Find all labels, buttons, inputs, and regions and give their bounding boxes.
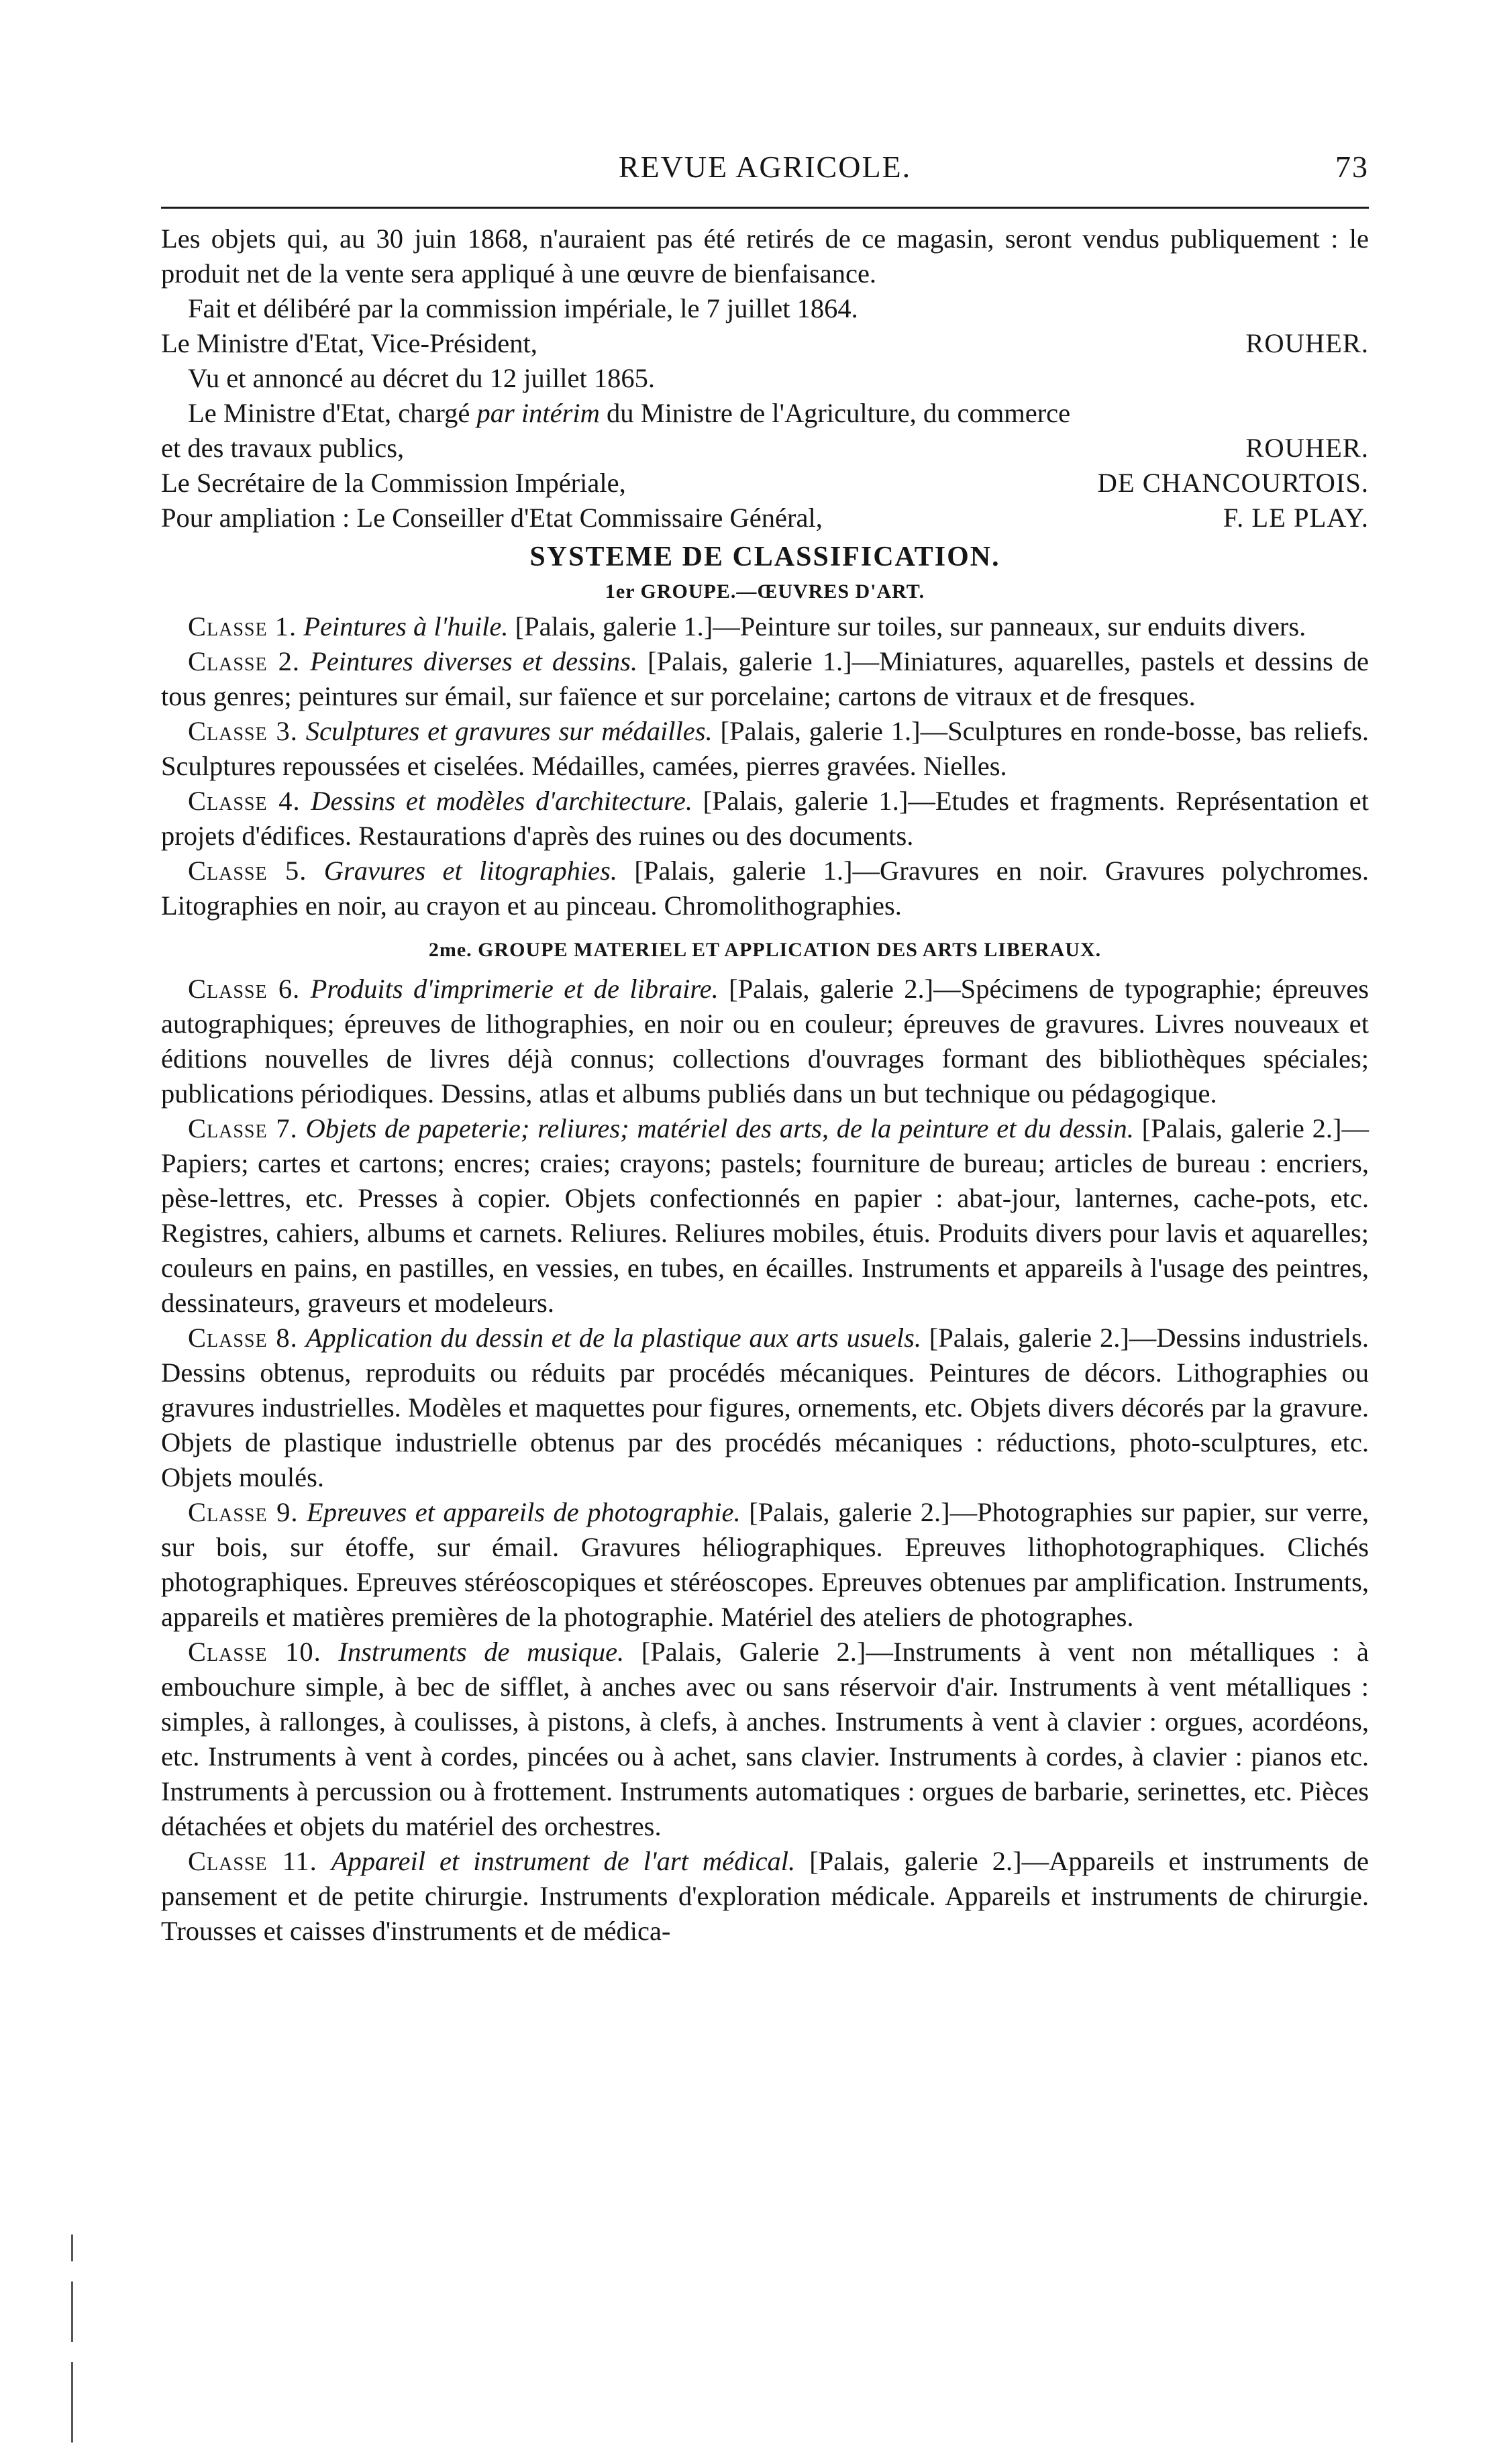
class-entry: Classe 5. Gravures et litographies. [Palais, galerie 1.]—Gravures en noir. Gravures polychromes. Litographies en noir, au crayon et au pinceau. Chromolithographies.	[161, 856, 1370, 921]
class-entry: Classe 7. Objets de papeterie; reliures; matériel des arts, de la peinture et du dessin. [Palais, galerie 2.]—Papiers; cartes et cartons; encres; craies; crayons; pastels; fourniture de bureau; articles de bureau : encriers, pèse-lettres, etc. Presses à copier. Objets confectionnés en papier : abat-jour, lanternes, cache-pots, etc. Registres, cahiers, albums et carnets. Reliures. Reliures mobiles, étuis. Produits divers pour lavis et aquarelles; couleurs en pains, en pastilles, en vessies, en tubes, en écailles. Instruments et appareils à l'usage des peintres, dessinateurs, graveurs et modeleurs.	[161, 1113, 1369, 1318]
decree-line: Vu et annoncé au décret du 12 juillet 1865.	[188, 363, 655, 393]
group-heading: 1er GROUPE.—ŒUVRES D'ART.	[605, 580, 925, 603]
class-entry: Classe 4. Dessins et modèles d'architecture. [Palais, galerie 1.]—Etudes et fragments. Représentation et projets d'édifices. Restaurations d'après des ruines ou des documents.	[161, 786, 1370, 851]
signatory-name: DE CHANCOURTOIS.	[1097, 468, 1369, 498]
scan-margin-marks	[64, 2235, 85, 2449]
signature-line	[161, 466, 1369, 501]
signatory-role: Pour ampliation : Le Conseiller d'Etat Commissaire Général,	[161, 503, 823, 533]
section-heading: SYSTEME DE CLASSIFICATION.	[529, 542, 1000, 572]
journal-title: REVUE AGRICOLE.	[618, 150, 912, 184]
deliberation-line: Fait et délibéré par la commission impériale, le 7 juillet 1864.	[188, 293, 858, 323]
signature-line	[161, 431, 1369, 466]
class-entry: Classe 2. Peintures diverses et dessins. [Palais, galerie 1.]—Miniatures, aquarelles, pastels et dessins de tous genres; peintures sur émail, sur faïence et sur porcelaine; cartons de vitraux et de fresques.	[161, 646, 1370, 711]
signatory-role: et des travaux publics,	[161, 433, 405, 463]
minister-line: Le Ministre d'Etat, chargé par intérim du Ministre de l'Agriculture, du commerce	[188, 398, 1071, 428]
page-number: 73	[1335, 150, 1369, 184]
signatory-role: Le Secrétaire de la Commission Impériale,	[161, 468, 626, 498]
class-entry: Classe 11. Appareil et instrument de l'art médical. [Palais, galerie 2.]—Appareils et instruments de pansement et de petite chirurgie. Instruments d'exploration médicale. Appareils et instruments de chirurgie. Trousses et caisses d'instruments et de médica-	[161, 1846, 1369, 1946]
page-body	[161, 221, 1369, 1949]
signatory-name: F. LE PLAY.	[1223, 503, 1369, 533]
class-entry: Classe 1. Peintures à l'huile. [Palais, galerie 1.]—Peinture sur toiles, sur panneaux, sur enduits divers.	[188, 611, 1306, 641]
class-entry: Classe 6. Produits d'imprimerie et de libraire. [Palais, galerie 2.]—Spécimens de typographie; épreuves autographiques; épreuves de lithographies, en noir ou en couleur; épreuves de gravures. Livres nouveaux et éditions nouvelles de livres déjà connus; collections d'ouvrages formant des bibliothèques spéciales; publications périodiques. Dessins, atlas et albums publiés dans un but technique ou pédagogique.	[161, 974, 1370, 1109]
header-rule	[161, 207, 1369, 209]
signature-line	[161, 326, 1369, 361]
signatory-role: Le Ministre d'Etat, Vice-Président,	[161, 328, 537, 358]
running-header	[161, 149, 1369, 189]
class-entry: Classe 8. Application du dessin et de la plastique aux arts usuels. [Palais, galerie 2.]—Dessins industriels. Dessins obtenus, reproduits ou réduits par procédés mécaniques. Peintures de décors. Lithographies ou gravures industrielles. Modèles et maquettes pour figures, ornements, etc. Objets divers décorés par la gravure. Objets de plastique industrielle obtenus par des procédés mécaniques : réductions, photo-sculptures, etc. Objets moulés.	[161, 1323, 1369, 1492]
class-entry: Classe 10. Instruments de musique. [Palais, Galerie 2.]—Instruments à vent non métalliques : à embouchure simple, à bec de sifflet, à anches avec ou sans réservoir d'air. Instruments à vent métalliques : simples, à rallonges, à coulisses, à pistons, à clefs, à anches. Instruments à vent à clavier : orgues, acordéons, etc. Instruments à vent à cordes, pincées ou à achet, sans clavier. Instruments à cordes, à clavier : pianos etc. Instruments à percussion ou à frottement. Instruments automatiques : orgues de barbarie, serinettes, etc. Pièces détachées et objets du matériel des orchestres.	[161, 1637, 1370, 1841]
group-heading: 2me. GROUPE MATERIEL ET APPLICATION DES ARTS LIBERAUX.	[428, 939, 1102, 961]
class-entry: Classe 3. Sculptures et gravures sur médailles. [Palais, galerie 1.]—Sculptures en ronde-bosse, bas reliefs. Sculptures repoussées et ciselées. Médailles, camées, pierres gravées. Nielles.	[161, 716, 1369, 781]
class-entry: Classe 9. Epreuves et appareils de photographie. [Palais, galerie 2.]—Photographies sur papier, sur verre, sur bois, sur étoffe, sur émail. Gravures héliographiques. Epreuves lithophotographiques. Clichés photographiques. Epreuves stéréoscopiques et stéréoscopes. Epreuves obtenues par amplification. Instruments, appareils et matières premières de la photographie. Matériel des ateliers de photographes.	[161, 1497, 1369, 1632]
signatory-name: ROUHER.	[1245, 433, 1369, 463]
intro-paragraph: Les objets qui, au 30 juin 1868, n'auraient pas été retirés de ce magasin, seront vendus publiquement : le produit net de la vente sera appliqué à une œuvre de bienfaisance.	[161, 223, 1369, 289]
signatory-name: ROUHER.	[1245, 328, 1369, 358]
signature-line	[161, 501, 1369, 535]
